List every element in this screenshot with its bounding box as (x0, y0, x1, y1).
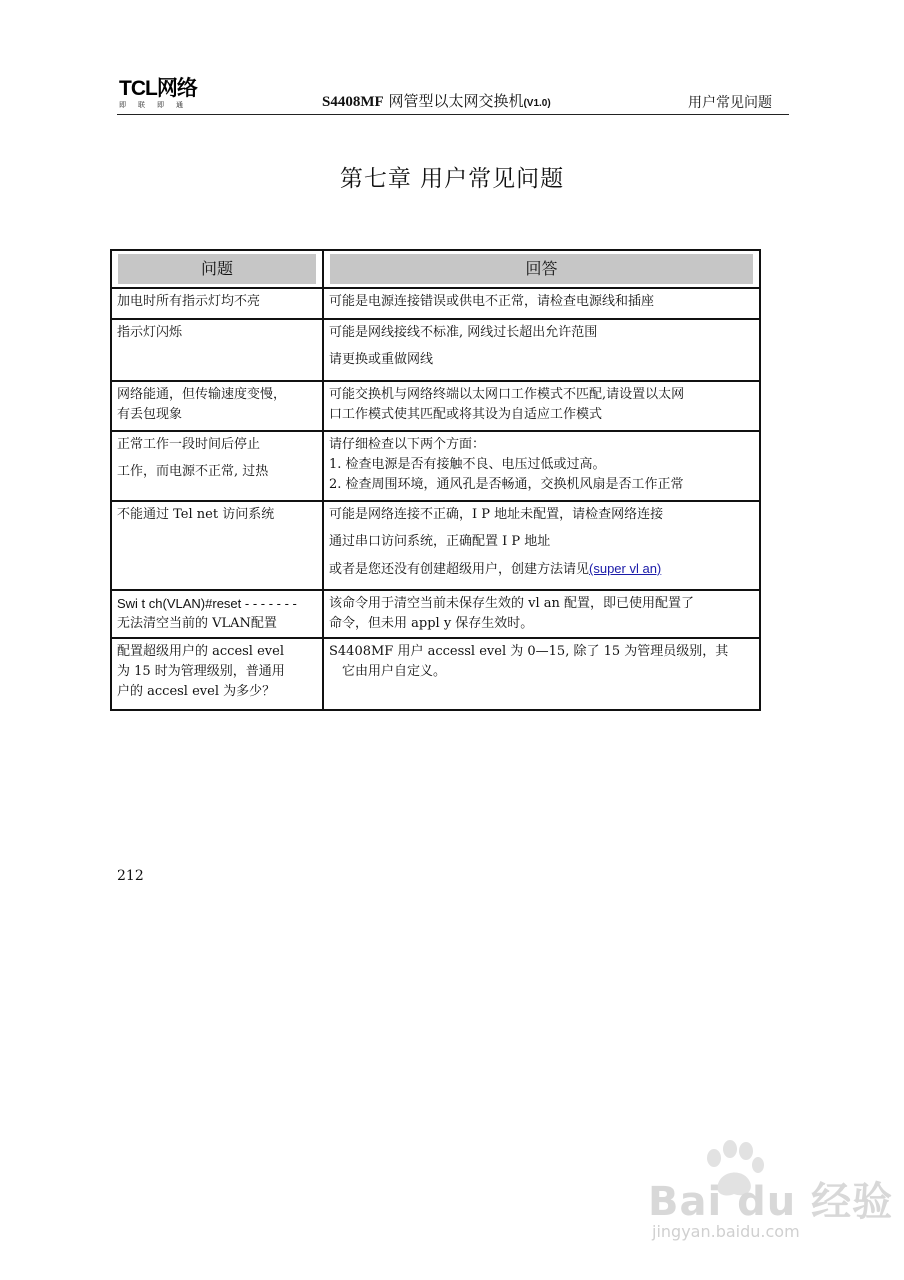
answer-cell (323, 501, 760, 590)
answer-text: S4408MF 用户 accessl evel 为 0—15, 除了 15 为管理员级别，其 (329, 644, 729, 659)
question-text: 网络能通，但传输速度变慢， (117, 387, 287, 402)
chapter-title: 第七章 用户常见问题 (339, 166, 565, 192)
answer-text: 口工作模式使其匹配或将其设为自适应工作模式 (329, 407, 603, 422)
question-text: 户的 accesl evel 为多少？ (117, 684, 276, 699)
question-header (111, 250, 323, 288)
question-text: 正常工作一段时间后停止 (117, 437, 261, 452)
table-row (111, 288, 760, 319)
answer-text-with-link (329, 559, 754, 580)
question-text: Swi t ch(VLAN)#reset - - - - - - - (117, 596, 297, 611)
table-header-row (111, 250, 760, 288)
table-row (111, 431, 760, 501)
table-row (111, 381, 760, 431)
watermark-brand: Bai du 经验 (648, 1179, 894, 1225)
question-text: 加电时所有指示灯均不亮 (117, 294, 261, 309)
answer-text: 1. 检查电源是否有接触不良、电压过低或过高。 (329, 457, 606, 472)
answer-text: 可能是网络连接不正确，I P 地址未配置，请检查网络连接 (329, 507, 664, 522)
model-number: S4408MF (322, 94, 384, 110)
question-cell (111, 501, 323, 590)
question-text: 无法清空当前的 VLAN配置 (117, 616, 277, 631)
question-header-label: 问题 (118, 254, 316, 284)
question-cell (111, 381, 323, 431)
question-cell (111, 590, 323, 638)
question-text: 有丢包现象 (117, 407, 183, 422)
table-row (111, 590, 760, 638)
answer-cell (323, 431, 760, 501)
answer-text: 或者是您还没有创建超级用户，创建方法请见 (329, 562, 590, 577)
faq-table (110, 249, 761, 711)
version-label: (V1.0) (523, 98, 551, 109)
question-text: 指示灯闪烁 (117, 325, 183, 340)
question-cell (111, 288, 323, 319)
question-cell (111, 431, 323, 501)
answer-text: 该命令用于清空当前未保存生效的 vl an 配置，即已使用配置了 (329, 596, 695, 611)
answer-text: 它由用户自定义。 (342, 664, 447, 679)
table-row (111, 638, 760, 710)
answer-text: 请仔细检查以下两个方面： (329, 437, 486, 452)
table-row (111, 501, 760, 590)
question-cell (111, 319, 323, 381)
answer-cell (323, 288, 760, 319)
logo-main-text: TCL网络 (119, 77, 197, 100)
question-text: 工作，而电源不正常, 过热 (117, 464, 269, 479)
answer-header-label: 回答 (330, 254, 753, 284)
table-row (111, 319, 760, 381)
answer-cell (323, 590, 760, 638)
question-text: 不能通过 Tel net 访问系统 (117, 507, 275, 522)
answer-text: 可能交换机与网络终端以太网口工作模式不匹配,请设置以太网 (329, 387, 685, 402)
answer-text: 可能是网线接线不标准, 网线过长超出允许范围 (329, 325, 598, 340)
question-cell (111, 638, 323, 710)
supervlan-link[interactable]: (super vl an) (589, 561, 662, 576)
answer-cell (323, 638, 760, 710)
answer-cell (323, 319, 760, 381)
answer-text: 可能是电源连接错误或供电不正常，请检查电源线和插座 (329, 294, 655, 309)
watermark-url: jingyan.baidu.com (652, 1222, 800, 1241)
tcl-logo (119, 78, 219, 110)
page-number: 212 (117, 868, 144, 884)
section-name: 用户常见问题 (688, 95, 772, 111)
logo-slogan: 即联即通 (119, 101, 195, 109)
baidu-watermark (640, 1140, 894, 1250)
answer-text: 命令，但未用 appl y 保存生效时。 (329, 616, 534, 631)
product-name: 网管型以太网交换机 (388, 92, 524, 110)
document-title (322, 90, 551, 111)
question-text: 为 15 时为管理级别，普通用 (117, 664, 285, 679)
answer-header (323, 250, 760, 288)
answer-text: 2. 检查周围环境，通风孔是否畅通，交换机风扇是否工作正常 (329, 477, 684, 492)
answer-text: 通过串口访问系统，正确配置 I P 地址 (329, 534, 551, 549)
page-header (117, 76, 789, 115)
answer-text: 请更换或重做网线 (329, 352, 434, 367)
answer-cell (323, 381, 760, 431)
question-text: 配置超级用户的 accesl evel (117, 644, 284, 659)
